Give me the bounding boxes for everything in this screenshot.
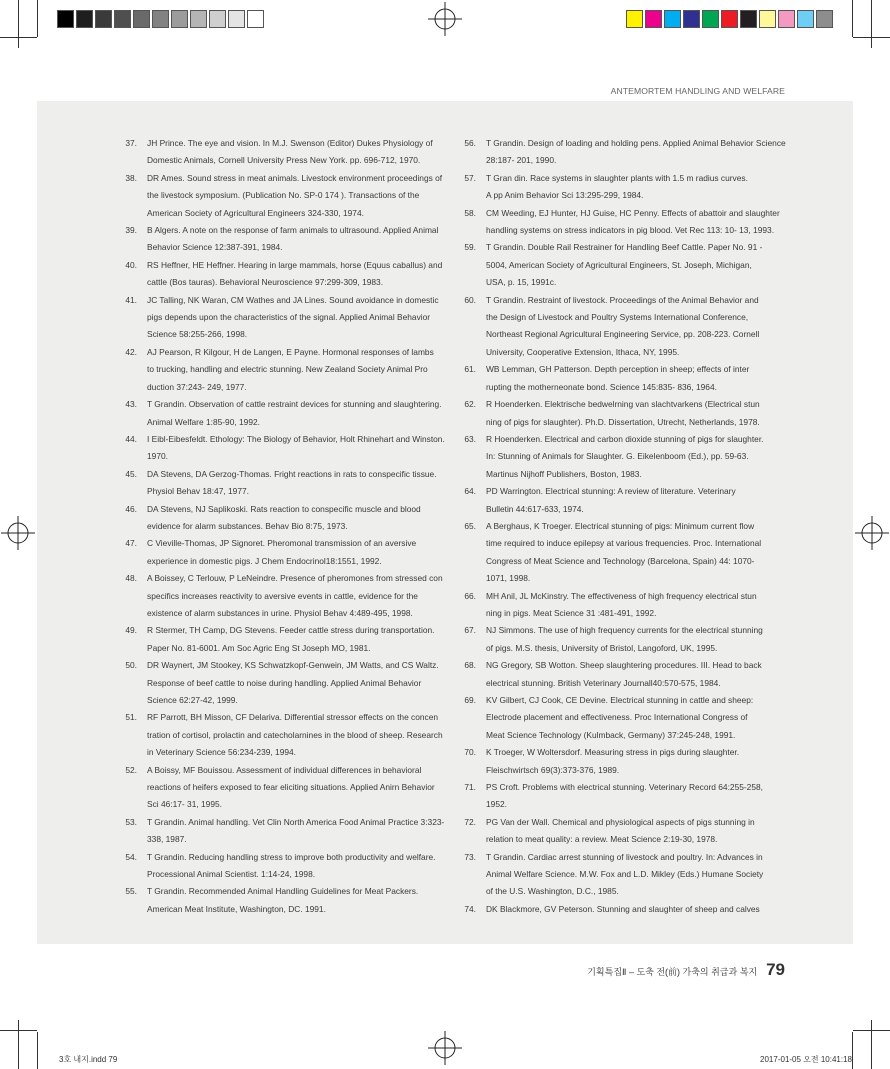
reference-text-line: Response of beef cattle to noise during handling. Applied Animal Behavior <box>147 677 422 688</box>
reference-entry <box>457 431 787 483</box>
reference-number: 67. <box>464 625 476 636</box>
calibration-swatch <box>816 10 833 28</box>
crop-mark <box>37 0 38 37</box>
reference-number: 68. <box>464 660 476 671</box>
reference-entry <box>457 622 787 657</box>
reference-text-line: In: Stunning of Animals for Slaughter. G. Eikelenboom (Ed.), pp. 59-63. <box>486 451 749 462</box>
reference-number: 44. <box>125 433 137 444</box>
calibration-swatch <box>797 10 814 28</box>
registration-mark-icon <box>855 516 889 550</box>
reference-text-line: DA Stevens, NJ Saplikoski. Rats reaction to conspecific muscle and blood <box>147 503 421 514</box>
calibration-swatch <box>759 10 776 28</box>
calibration-swatch <box>190 10 207 28</box>
reference-text-line: reactions of heifers exposed to fear eliciting situations. Applied Anirn Behavior <box>147 782 435 793</box>
reference-text-line: MH Anil, JL McKinstry. The effectiveness of high frequency electrical stun <box>486 590 757 601</box>
calibration-swatch <box>57 10 74 28</box>
reference-number: 62. <box>464 399 476 410</box>
reference-entry <box>457 292 787 362</box>
reference-text-line: PG Van der Wall. Chemical and physiological aspects of pigs stunning in <box>486 816 755 827</box>
reference-entry <box>118 466 448 501</box>
reference-number: 64. <box>464 486 476 497</box>
reference-entry <box>457 901 787 918</box>
reference-number: 54. <box>125 851 137 862</box>
reference-text-line: C Vieville-Thomas, JP Signoret. Pheromonal transmission of an aversive <box>147 538 417 549</box>
reference-text-line: USA, p. 15, 1991c. <box>486 277 557 288</box>
reference-text-line: ning of pigs for slaughter). Ph.D. Dissertation, Utrecht, Netherlands, 1978. <box>486 416 760 427</box>
reference-number: 55. <box>125 886 137 897</box>
crop-mark <box>852 0 853 37</box>
reference-number: 39. <box>125 225 137 236</box>
reference-entry <box>457 814 787 849</box>
reference-text-line: American Society of Agricultural Engineers 324-330, 1974. <box>147 207 364 218</box>
reference-text-line: JH Prince. The eye and vision. In M.J. Swenson (Editor) Dukes Physiology of <box>147 138 433 148</box>
reference-entry <box>457 483 787 518</box>
reference-text-line: cattle (Bos tauras). Behavioral Neuroscience 97:299-309, 1983. <box>147 277 384 288</box>
reference-number: 57. <box>464 172 476 183</box>
crop-mark <box>852 1032 853 1069</box>
reference-entry <box>118 570 448 622</box>
reference-text-line: Physiol Behav 18:47, 1977. <box>147 486 249 497</box>
reference-text-line: Bulletin 44:617-633, 1974. <box>486 503 584 514</box>
reference-text-line: specifics increases reactivity to aversive events in cattle, evidence for the <box>147 590 418 601</box>
reference-text-line: American Meat Institute, Washington, DC. 1991. <box>147 903 326 914</box>
calibration-swatch <box>152 10 169 28</box>
reference-text-line: Fleischwirtsch 69(3):373-376, 1989. <box>486 764 620 775</box>
reference-entry <box>457 361 787 396</box>
reference-text-line: to trucking, handling and electric stunning. New Zealand Society Animal Pro <box>147 364 428 375</box>
reference-text-line: DR Ames. Sound stress in meat animals. Livestock environment proceedings of <box>147 172 443 183</box>
reference-entry <box>118 709 448 761</box>
reference-entry <box>457 657 787 692</box>
reference-text-line: A Boissey, C Terlouw, P LeNeindre. Presence of pheromones from stressed con <box>147 573 443 584</box>
reference-entry <box>118 170 448 222</box>
reference-text-line: WB Lemman, GH Patterson. Depth perception in sheep; effects of inter <box>486 364 750 375</box>
reference-text-line: Sci 46:17- 31, 1995. <box>147 799 222 810</box>
page-footer <box>587 960 785 982</box>
reference-number: 59. <box>464 242 476 253</box>
calibration-swatch <box>626 10 643 28</box>
reference-text-line: ning in pigs. Meat Science 31 :481-491, 1992. <box>486 607 657 618</box>
reference-entry <box>118 883 448 918</box>
reference-number: 65. <box>464 520 476 531</box>
reference-number: 71. <box>464 782 476 793</box>
reference-text-line: A pp Anim Behavior Sci 13:295-299, 1984. <box>486 190 644 201</box>
reference-text-line: A Boissy, MF Bouissou. Assessment of individual differences in behavioral <box>147 764 422 775</box>
reference-text-line: the livestock symposium. (Publication No. SP-0 174 ). Transactions of the <box>147 190 420 201</box>
reference-text-line: 1071, 1998. <box>486 573 531 584</box>
reference-entry <box>118 622 448 657</box>
reference-number: 42. <box>125 346 137 357</box>
reference-text-line: of pigs. M.S. thesis, University of Bristol, Langoford, UK, 1995. <box>486 642 718 653</box>
reference-text-line: K Troeger, W Woltersdorf. Measuring stress in pigs during slaughter. <box>486 747 740 758</box>
crop-mark <box>18 1020 19 1069</box>
references-right-column <box>457 135 787 918</box>
reference-text-line: I Eibl-Eibesfeldt. Ethology: The Biology of Behavior, Holt Rhinehart and Winston. <box>147 433 445 444</box>
reference-text-line: CM Weeding, EJ Hunter, HJ Guise, HC Penny. Effects of abattoir and slaughter <box>486 207 780 218</box>
reference-text-line: in Veterinary Science 56:234-239, 1994. <box>147 747 296 758</box>
reference-number: 49. <box>125 625 137 636</box>
reference-text-line: T Grandin. Design of loading and holding pens. Applied Animal Behavior Science <box>486 138 786 148</box>
reference-text-line: rupting the motherneonate bond. Science 145:835- 836, 1964. <box>486 381 717 392</box>
reference-text-line: DA Stevens, DA Gerzog-Thomas. Fright reactions in rats to conspecific tissue. <box>147 468 437 479</box>
reference-text-line: AJ Pearson, R Kilgour, H de Langen, E Payne. Hormonal responses of lambs <box>147 346 434 357</box>
reference-text-line: relation to meat quality: a review. Meat Science 2:19-30, 1978. <box>486 834 718 845</box>
reference-entry <box>457 849 787 901</box>
reference-text-line: 5004, American Society of Agricultural Engineers, St. Joseph, Michigan, <box>486 259 752 270</box>
reference-text-line: Animal Welfare 1:85-90, 1992. <box>147 416 260 427</box>
page-number: 79 <box>766 960 785 979</box>
reference-text-line: the Design of Livestock and Poultry Systems International Conference, <box>486 312 749 323</box>
reference-entry <box>457 779 787 814</box>
reference-number: 66. <box>464 590 476 601</box>
calibration-swatch <box>664 10 681 28</box>
reference-entry <box>457 205 787 240</box>
reference-entry <box>118 396 448 431</box>
reference-entry <box>118 657 448 709</box>
reference-number: 60. <box>464 294 476 305</box>
reference-number: 40. <box>125 259 137 270</box>
reference-number: 61. <box>464 364 476 375</box>
footer-section-label: 기획특집Ⅱ – 도축 전(前) 가축의 취급과 복지 <box>587 967 758 977</box>
reference-text-line: tration of cortisol, prolactin and catecholarnines in the blood of sheep. Research <box>147 729 443 740</box>
reference-number: 70. <box>464 747 476 758</box>
reference-text-line: T Grandin. Restraint of livestock. Proceedings of the Animal Behavior and <box>486 294 759 305</box>
reference-text-line: RS Heffner, HE Heffner. Hearing in large mammals, horse (Equus caballus) and <box>147 259 443 270</box>
reference-text-line: duction 37:243- 249, 1977. <box>147 381 247 392</box>
reference-number: 58. <box>464 207 476 218</box>
reference-number: 47. <box>125 538 137 549</box>
calibration-swatch <box>683 10 700 28</box>
reference-entry <box>457 239 787 291</box>
reference-text-line: T Grandin. Cardiac arrest stunning of livestock and poultry. In: Advances in <box>486 851 763 862</box>
reference-text-line: R Hoenderken. Electrical and carbon dioxide stunning of pigs for slaughter. <box>486 433 764 444</box>
registration-mark-icon <box>428 2 462 36</box>
reference-text-line: experience in domestic pigs. J Chem Endocrinol18:1551, 1992. <box>147 555 382 566</box>
reference-entry <box>118 431 448 466</box>
reference-entry <box>118 501 448 536</box>
reference-text-line: Processional Animal Scientist. 1:14-24, 1998. <box>147 869 316 880</box>
calibration-swatch <box>247 10 264 28</box>
reference-entry <box>118 849 448 884</box>
reference-text-line: of the U.S. Washington, D.C., 1985. <box>486 886 619 897</box>
reference-text-line: T Grandin. Recommended Animal Handling Guidelines for Meat Packers. <box>147 886 419 897</box>
reference-text-line: evidence for alarm substances. Behav Bio 8:75, 1973. <box>147 520 348 531</box>
references-left-column <box>118 135 448 918</box>
reference-text-line: 1970. <box>147 451 168 462</box>
crop-mark <box>871 1020 872 1069</box>
reference-text-line: Martinus Nijhoff Publishers, Boston, 1983. <box>486 468 642 479</box>
reference-text-line: existence of alarm substances in urine. Physiol Behav 4:489-495, 1998. <box>147 607 413 618</box>
reference-text-line: 1952. <box>486 799 507 810</box>
reference-number: 72. <box>464 816 476 827</box>
reference-entry <box>457 692 787 744</box>
reference-entry <box>118 814 448 849</box>
reference-number: 73. <box>464 851 476 862</box>
reference-number: 56. <box>464 138 476 148</box>
reference-text-line: electrical stunning. British Veterinary Journall40:570-575, 1984. <box>486 677 721 688</box>
reference-entry <box>118 135 448 170</box>
reference-number: 43. <box>125 399 137 410</box>
reference-number: 48. <box>125 573 137 584</box>
reference-entry <box>457 170 787 205</box>
reference-text-line: T Grandin. Reducing handling stress to improve both productivity and welfare. <box>147 851 436 862</box>
reference-entry <box>118 344 448 396</box>
reference-text-line: 28:187- 201, 1990. <box>486 155 557 166</box>
reference-text-line: DR Waynert, JM Stookey, KS Schwatzkopf-Genwein, JM Watts, and CS Waltz. <box>147 660 439 671</box>
reference-text-line: R Stermer, TH Camp, DG Stevens. Feeder cattle stress during transportation. <box>147 625 435 636</box>
reference-text-line: PD Warrington. Electrical stunning: A review of literature. Veterinary <box>486 486 736 497</box>
reference-text-line: B Algers. A note on the response of farm animals to ultrasound. Applied Animal <box>147 225 439 236</box>
reference-number: 74. <box>464 903 476 914</box>
calibration-swatch <box>645 10 662 28</box>
crop-mark <box>18 0 19 48</box>
reference-text-line: time required to induce epilepsy at various frequencies. Proc. International <box>486 538 762 549</box>
reference-text-line: University, Cooperative Extension, Ithaca, NY, 1995. <box>486 346 680 357</box>
reference-text-line: handling systems on stress indicators in pig blood. Vet Rec 113: 10- 13, 1993. <box>486 225 775 236</box>
reference-text-line: Science 58:255-266, 1998. <box>147 329 248 340</box>
reference-number: 45. <box>125 468 137 479</box>
calibration-swatch <box>702 10 719 28</box>
reference-text-line: KV Gilbert, CJ Cook, CE Devine. Electrical stunning in cattle and sheep: <box>486 695 754 705</box>
reference-text-line: T Grandin. Animal handling. Vet Clin North America Food Animal Practice 3:323- <box>147 816 445 827</box>
reference-text-line: Meat Science Technology (Kulmback, Germany) 37:245-248, 1991. <box>486 729 736 740</box>
calibration-swatch <box>133 10 150 28</box>
reference-text-line: Congress of Meat Science and Technology (Barcelona, Spain) 44: 1070- <box>486 555 755 566</box>
reference-text-line: Domestic Animals, Cornell University Press New York. pp. 696-712, 1970. <box>147 155 421 166</box>
crop-mark <box>37 1032 38 1069</box>
reference-number: 52. <box>125 764 137 775</box>
running-head: ANTEMORTEM HANDLING AND WELFARE <box>610 86 785 96</box>
crop-mark <box>871 0 872 48</box>
reference-entry <box>118 762 448 814</box>
reference-text-line: A Berghaus, K Troeger. Electrical stunning of pigs: Minimum current flow <box>486 520 755 531</box>
reference-entry <box>118 222 448 257</box>
reference-text-line: R Hoenderken. Elektrische bedwelrning van slachtvarkens (Electrical stun <box>486 399 760 410</box>
registration-mark-icon <box>428 1031 462 1065</box>
reference-text-line: DK Blackmore, GV Peterson. Stunning and slaughter of sheep and calves <box>486 903 760 914</box>
reference-text-line: Paper No. 81-6001. Am Soc Agric Eng St Joseph MO, 1981. <box>147 642 371 653</box>
reference-text-line: T Gran din. Race systems in slaughter plants with 1.5 m radius curves. <box>486 172 748 183</box>
reference-text-line: 338, 1987. <box>147 834 187 845</box>
reference-text-line: JC Talling, NK Waran, CM Wathes and JA Lines. Sound avoidance in domestic <box>147 294 439 305</box>
reference-entry <box>457 396 787 431</box>
reference-number: 38. <box>125 172 137 183</box>
calibration-swatch <box>209 10 226 28</box>
calibration-swatch <box>778 10 795 28</box>
calibration-swatch <box>76 10 93 28</box>
reference-text-line: T Grandin. Observation of cattle restraint devices for stunning and slaughtering. <box>147 399 442 410</box>
reference-text-line: T Grandin. Double Rail Restrainer for Handling Beef Cattle. Paper No. 91 - <box>486 242 763 253</box>
calibration-swatch <box>721 10 738 28</box>
reference-entry <box>118 535 448 570</box>
reference-entry <box>457 588 787 623</box>
calibration-swatch <box>740 10 757 28</box>
reference-entry <box>118 257 448 292</box>
reference-text-line: Electrode placement and effectiveness. Proc International Congress of <box>486 712 748 723</box>
reference-text-line: NG Gregory, SB Wotton. Sheep slaughtering procedures. III. Head to back <box>486 660 762 671</box>
reference-text-line: Behavior Science 12:387-391, 1984. <box>147 242 283 253</box>
calibration-swatch <box>95 10 112 28</box>
reference-text-line: Animal Welfare Science. M.W. Fox and L.D. Mikley (Eds.) Humane Society <box>486 869 764 880</box>
reference-text-line: PS Croft. Problems with electrical stunning. Veterinary Record 64:255-258, <box>486 782 763 793</box>
reference-text-line: Northeast Regional Agricultural Engineering Service, pp. 208-223. Cornell <box>486 329 760 340</box>
reference-number: 63. <box>464 433 476 444</box>
registration-mark-icon <box>1 516 35 550</box>
reference-number: 53. <box>125 816 137 827</box>
calibration-swatch <box>228 10 245 28</box>
reference-entry <box>457 518 787 588</box>
reference-number: 41. <box>125 294 137 305</box>
reference-text-line: RF Parrott, BH Misson, CF Delariva. Differential stressor effects on the concen <box>147 712 439 723</box>
reference-entry <box>118 292 448 344</box>
reference-entry <box>457 744 787 779</box>
reference-entry <box>457 135 787 170</box>
calibration-swatch <box>171 10 188 28</box>
reference-number: 37. <box>125 138 137 148</box>
reference-number: 50. <box>125 660 137 671</box>
reference-text-line: pigs depends upon the characteristics of the signal. Applied Animal Behavior <box>147 312 431 323</box>
slug-timestamp: 2017-01-05 오전 10:41:18 <box>760 1055 852 1064</box>
calibration-swatch <box>114 10 131 28</box>
reference-number: 69. <box>464 695 476 705</box>
reference-text-line: NJ Simmons. The use of high frequency currents for the electrical stunning <box>486 625 763 636</box>
reference-number: 51. <box>125 712 137 723</box>
reference-number: 46. <box>125 503 137 514</box>
slug-filename: 3호 내지.indd 79 <box>59 1055 118 1064</box>
reference-text-line: Science 62:27-42, 1999. <box>147 695 238 705</box>
